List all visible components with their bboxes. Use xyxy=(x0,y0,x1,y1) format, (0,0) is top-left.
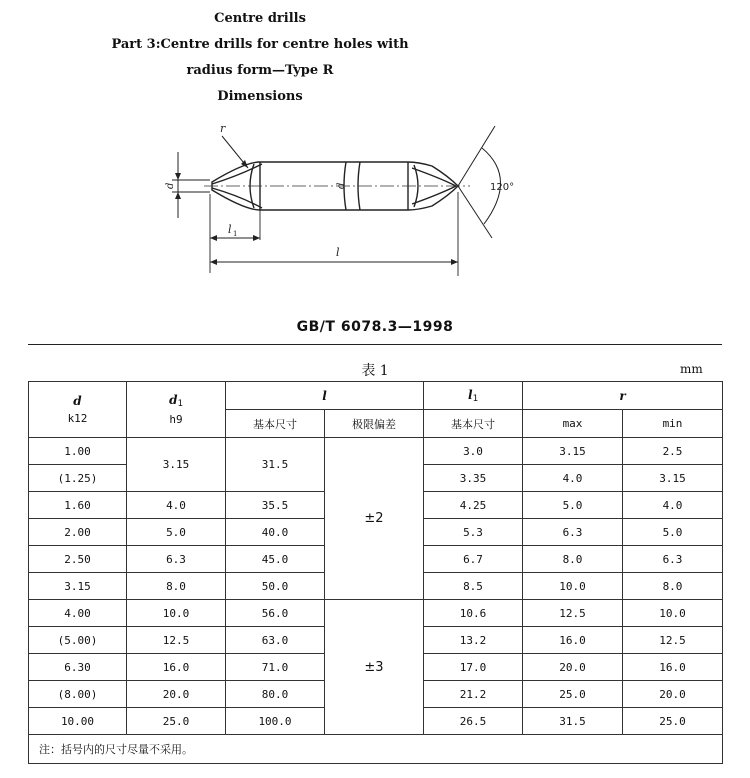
doc-title: Centre drills xyxy=(214,11,306,26)
centre-drill-drawing xyxy=(150,118,530,288)
cell-r-max: 31.5 xyxy=(523,708,623,735)
cell-r-min: 25.0 xyxy=(623,708,723,735)
table-row xyxy=(29,438,723,465)
cell-r-min: 6.3 xyxy=(623,546,723,573)
left-flute-lower xyxy=(212,188,262,208)
cell-r-max: 4.0 xyxy=(523,465,623,492)
arrow xyxy=(210,259,217,265)
angle-line-upper xyxy=(458,126,495,186)
label-angle: 120° xyxy=(490,182,515,193)
table-header-row xyxy=(29,382,723,410)
cell-d: 6.30 xyxy=(29,654,127,681)
cell-l1: 6.7 xyxy=(424,546,523,573)
table-row xyxy=(29,600,723,627)
label-l1: l xyxy=(228,223,232,236)
cell-r-min: 16.0 xyxy=(623,654,723,681)
header-l1: $l_1$ xyxy=(424,382,523,410)
cell-l: 45.0 xyxy=(226,546,325,573)
label-r: r xyxy=(220,122,226,135)
label-d1: d xyxy=(336,182,347,189)
cell-l1: 21.2 xyxy=(424,681,523,708)
cell-r-min: 12.5 xyxy=(623,627,723,654)
cell-r-min: 8.0 xyxy=(623,573,723,600)
cell-l1: 8.5 xyxy=(424,573,523,600)
header-l1-basic: 基本尺寸 xyxy=(424,410,523,438)
cell-l: 71.0 xyxy=(226,654,325,681)
arrow xyxy=(451,259,458,265)
table-note-row xyxy=(29,735,723,764)
arrow xyxy=(175,192,181,199)
header-d: d k12 xyxy=(29,382,127,438)
cell-d: 1.00 xyxy=(29,438,127,465)
unit-label: mm xyxy=(680,362,703,376)
cell-d1: 6.3 xyxy=(127,546,226,573)
cell-d: 2.00 xyxy=(29,519,127,546)
cell-l: 35.5 xyxy=(226,492,325,519)
label-d: d xyxy=(165,182,176,189)
cell-d: (1.25) xyxy=(29,465,127,492)
cell-d1: 20.0 xyxy=(127,681,226,708)
header-r-max: max xyxy=(523,410,623,438)
label-l: l xyxy=(336,246,340,259)
cell-r-max: 20.0 xyxy=(523,654,623,681)
cell-d1: 4.0 xyxy=(127,492,226,519)
cell-r-min: 3.15 xyxy=(623,465,723,492)
cell-d: 3.15 xyxy=(29,573,127,600)
standard-code: GB/T 6078.3—1998 xyxy=(296,319,454,335)
cell-l1: 3.35 xyxy=(424,465,523,492)
cell-l1: 10.6 xyxy=(424,600,523,627)
cell-d1: 5.0 xyxy=(127,519,226,546)
cell-r-max: 25.0 xyxy=(523,681,623,708)
cell-d: (8.00) xyxy=(29,681,127,708)
cell-r-min: 10.0 xyxy=(623,600,723,627)
cell-r-min: 20.0 xyxy=(623,681,723,708)
cell-r-max: 5.0 xyxy=(523,492,623,519)
header-l-deviation: 极限偏差 xyxy=(325,410,424,438)
header-r: r xyxy=(523,382,723,410)
cell-l-deviation: ±2 xyxy=(325,438,424,600)
left-flute xyxy=(212,164,262,184)
cell-r-max: 6.3 xyxy=(523,519,623,546)
cell-l: 100.0 xyxy=(226,708,325,735)
dimensions-table xyxy=(28,381,723,764)
doc-subtitle-type: radius form—Type R xyxy=(186,63,334,78)
doc-section-heading: Dimensions xyxy=(217,89,303,104)
cell-r-max: 3.15 xyxy=(523,438,623,465)
header-rule xyxy=(28,344,722,345)
cell-d1: 25.0 xyxy=(127,708,226,735)
cell-l: 80.0 xyxy=(226,681,325,708)
cell-r-max: 8.0 xyxy=(523,546,623,573)
cell-l: 50.0 xyxy=(226,573,325,600)
label-l1-sub: 1 xyxy=(233,230,238,238)
cell-l1: 4.25 xyxy=(424,492,523,519)
cell-d1: 12.5 xyxy=(127,627,226,654)
cell-l: 56.0 xyxy=(226,600,325,627)
cell-l: 31.5 xyxy=(226,438,325,492)
angle-line-lower xyxy=(458,186,492,238)
cell-d: 10.00 xyxy=(29,708,127,735)
arrow xyxy=(175,173,181,180)
cell-l1: 17.0 xyxy=(424,654,523,681)
header-l: l xyxy=(226,382,424,410)
cell-d: (5.00) xyxy=(29,627,127,654)
cell-l1: 3.0 xyxy=(424,438,523,465)
cell-r-max: 10.0 xyxy=(523,573,623,600)
cell-d: 1.60 xyxy=(29,492,127,519)
arrow xyxy=(210,235,217,241)
cell-l-deviation: ±3 xyxy=(325,600,424,735)
cell-l: 40.0 xyxy=(226,519,325,546)
cell-l1: 5.3 xyxy=(424,519,523,546)
cell-l: 63.0 xyxy=(226,627,325,654)
cell-r-min: 2.5 xyxy=(623,438,723,465)
header-d1: $d_1$ h9 xyxy=(127,382,226,438)
cell-d: 2.50 xyxy=(29,546,127,573)
cell-d: 4.00 xyxy=(29,600,127,627)
cell-r-min: 5.0 xyxy=(623,519,723,546)
arrow xyxy=(253,235,260,241)
cell-d1: 10.0 xyxy=(127,600,226,627)
cell-r-min: 4.0 xyxy=(623,492,723,519)
cell-d1: 8.0 xyxy=(127,573,226,600)
cell-d1: 16.0 xyxy=(127,654,226,681)
cell-r-max: 12.5 xyxy=(523,600,623,627)
cell-d1: 3.15 xyxy=(127,438,226,492)
cell-l1: 26.5 xyxy=(424,708,523,735)
cell-l1: 13.2 xyxy=(424,627,523,654)
doc-subtitle: Part 3:Centre drills for centre holes with xyxy=(111,37,409,52)
header-l-basic: 基本尺寸 xyxy=(226,410,325,438)
table-note: 注：括号内的尺寸尽量不采用。 xyxy=(29,735,723,764)
header-r-min: min xyxy=(623,410,723,438)
table-title: 表 1 xyxy=(361,363,389,379)
cell-r-max: 16.0 xyxy=(523,627,623,654)
